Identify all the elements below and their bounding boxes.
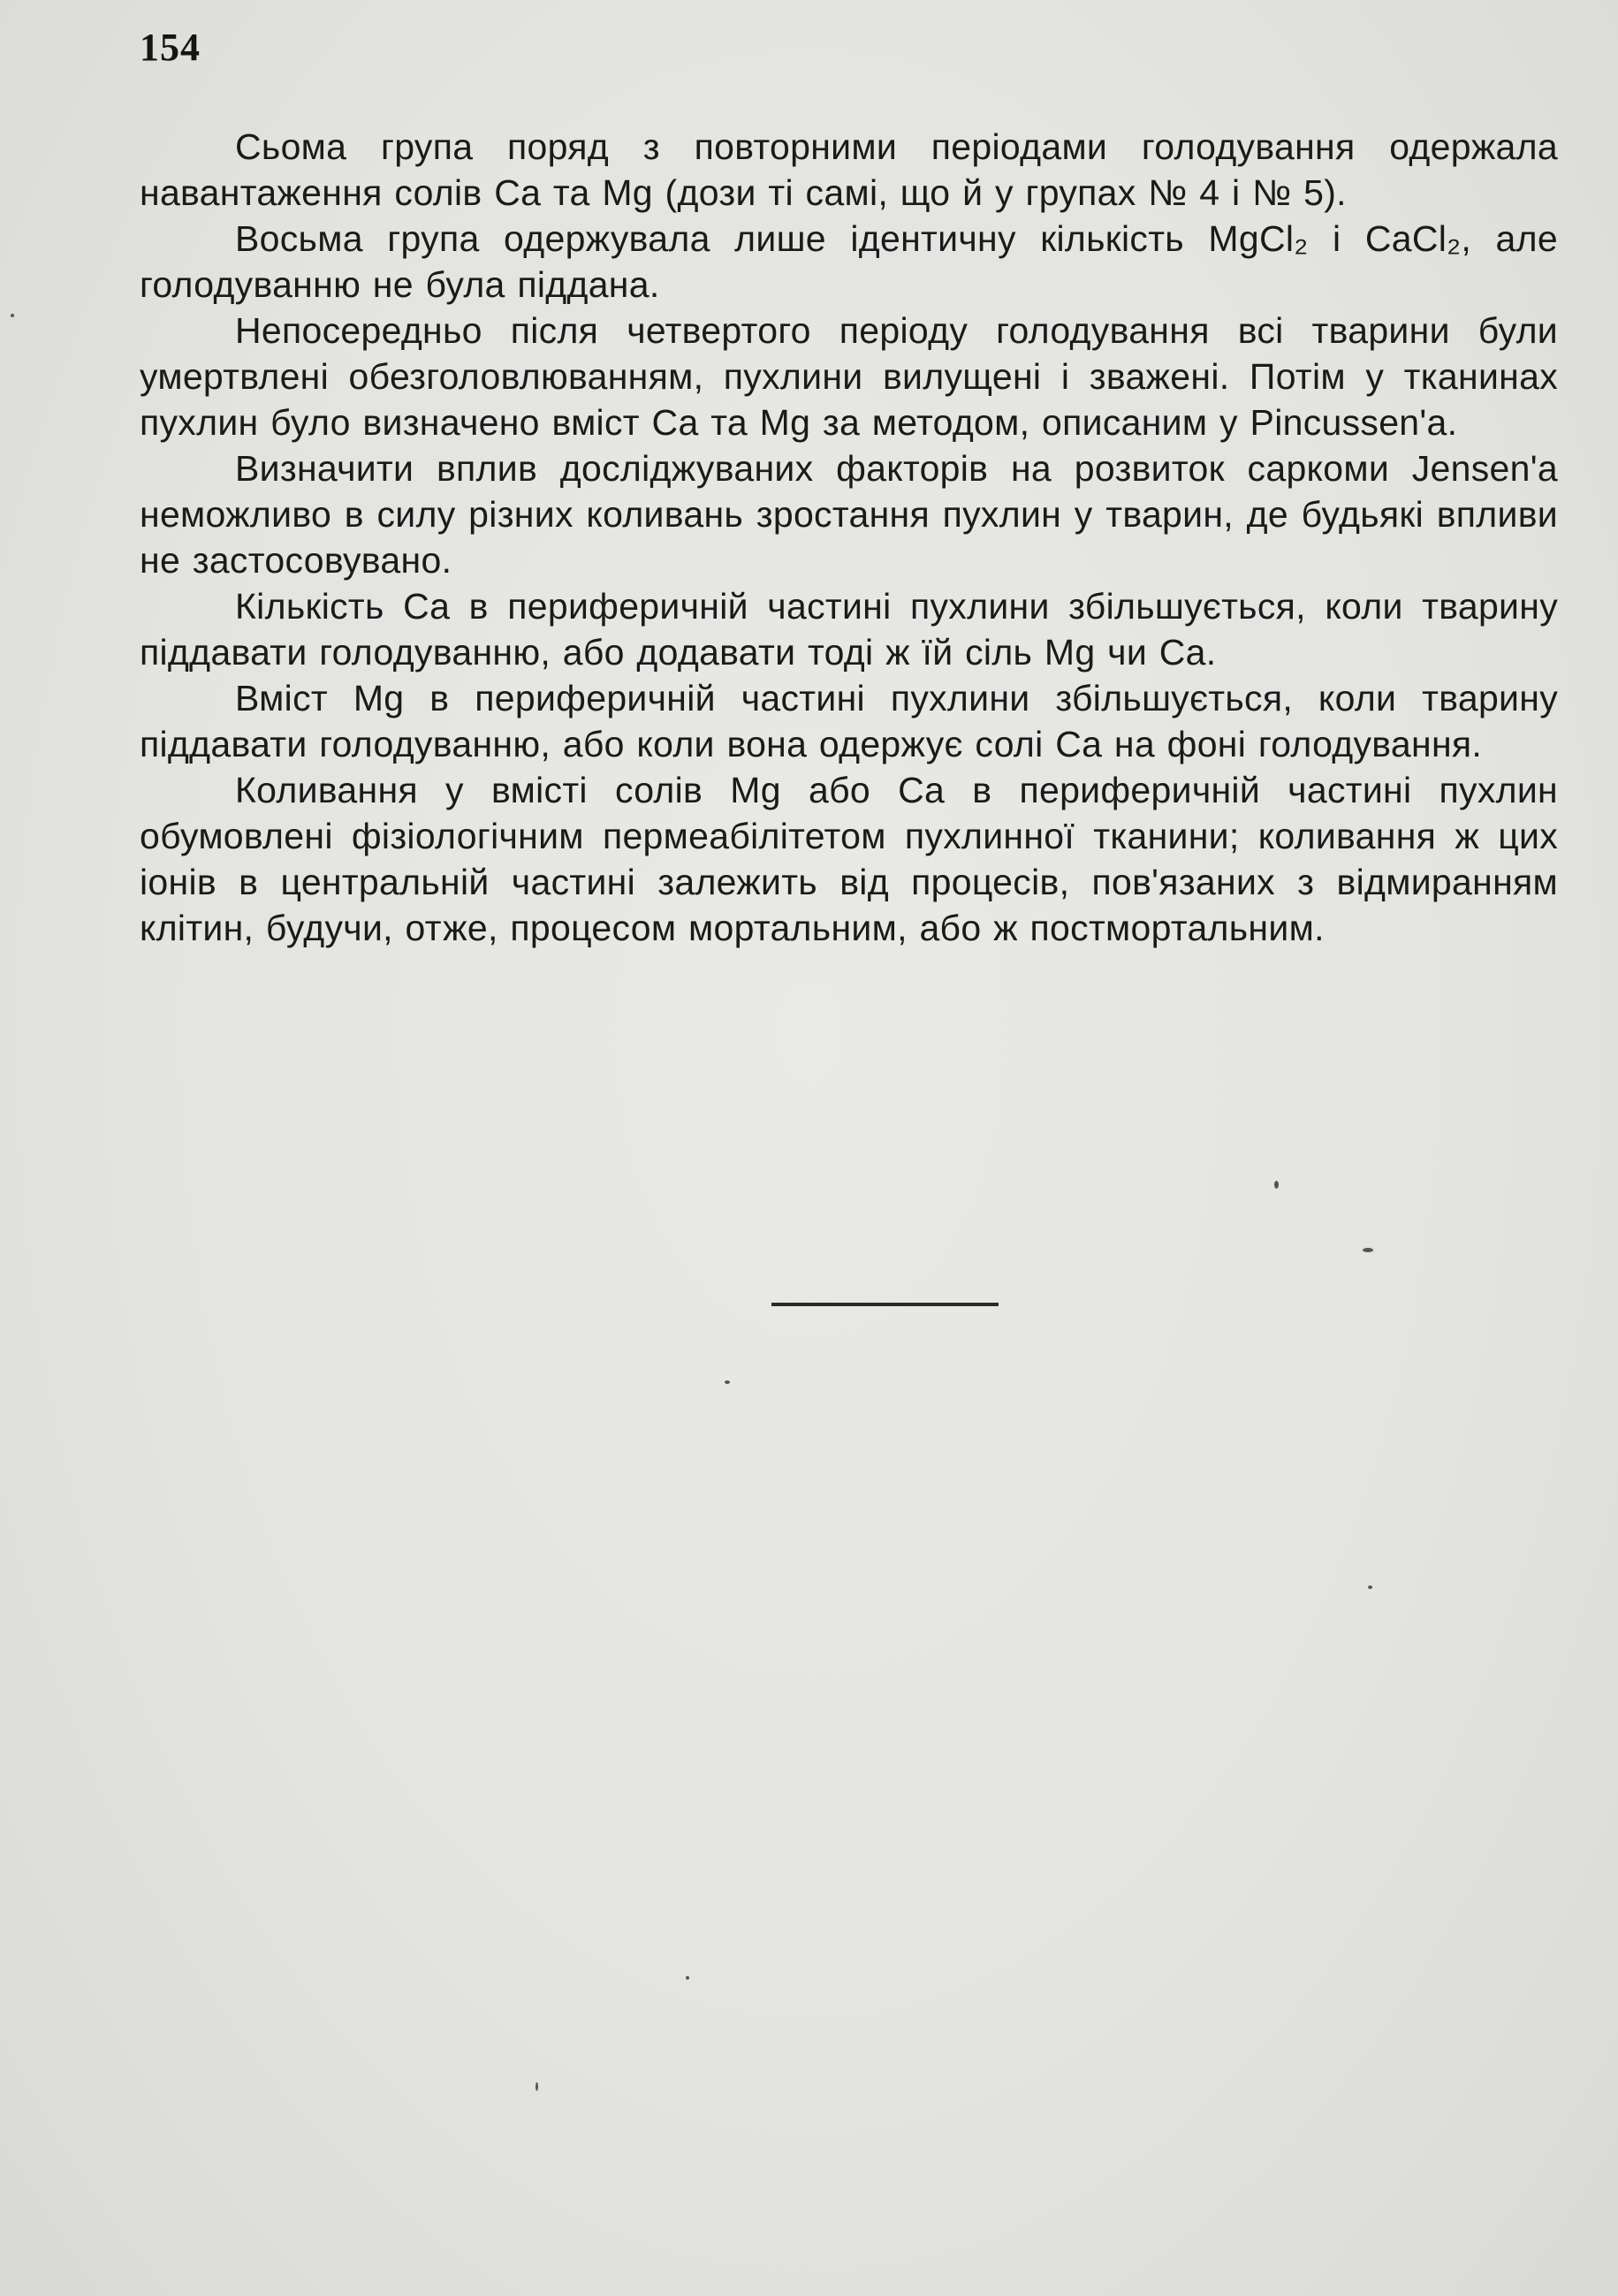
- paragraph-4: Визначити вплив досліджуваних факторів на розвиток саркоми Jensen'a неможливо в силу різних коливань зростання пухлин у тварин, де будьякі впливи не застосовувано.: [140, 448, 1558, 581]
- section-end-rule: [771, 1303, 999, 1306]
- paragraph-5: Кількість Ca в периферичній частині пухлини збільшується, коли тварину піддавати голодуванню, або додавати тоді ж їй сіль Mg чи Ca.: [140, 586, 1558, 673]
- scan-speck: [1363, 1248, 1373, 1252]
- scan-speck: [725, 1380, 730, 1384]
- paragraph-3: Непосередньо після четвертого періоду голодування всі тварини були умертвлені обезголовлюванням, пухлини вилущені і зважені. Потім у тканинах пухлин було визначено вміст Ca та Mg за методом, описаним у Pincussen'a.: [140, 310, 1558, 443]
- scan-speck: [536, 2082, 538, 2091]
- scan-speck: [1368, 1585, 1372, 1589]
- paragraph-2: Восьма група одержувала лише ідентичну кількість MgCl₂ і CaCl₂, але голодуванню не була піддана.: [140, 218, 1558, 305]
- page-number: 154: [140, 26, 201, 69]
- scan-speck: [1274, 1181, 1279, 1189]
- scan-speck: [11, 314, 14, 317]
- scan-speck: [686, 1976, 689, 1980]
- body-text: [140, 124, 1558, 951]
- paragraph-7: Коливання у вмісті солів Mg або Ca в периферичній частині пухлин обумовлені фізіологічним пермеабілітетом пухлинної тканини; коливання ж цих іонів в центральній частині залежить від процесів, пов'язаних з відмиранням клітин, будучи, отже, процесом мортальним, або ж постмортальним.: [140, 770, 1558, 948]
- paragraph-1: Сьома група поряд з повторними періодами голодування одержала навантаження солів Ca та Mg (дози ті самі, що й у групах № 4 і № 5).: [140, 126, 1558, 213]
- paragraph-6: Вміст Mg в периферичній частині пухлини збільшується, коли тварину піддавати голодуванню, або коли вона одержує солі Ca на фоні голодування.: [140, 678, 1558, 764]
